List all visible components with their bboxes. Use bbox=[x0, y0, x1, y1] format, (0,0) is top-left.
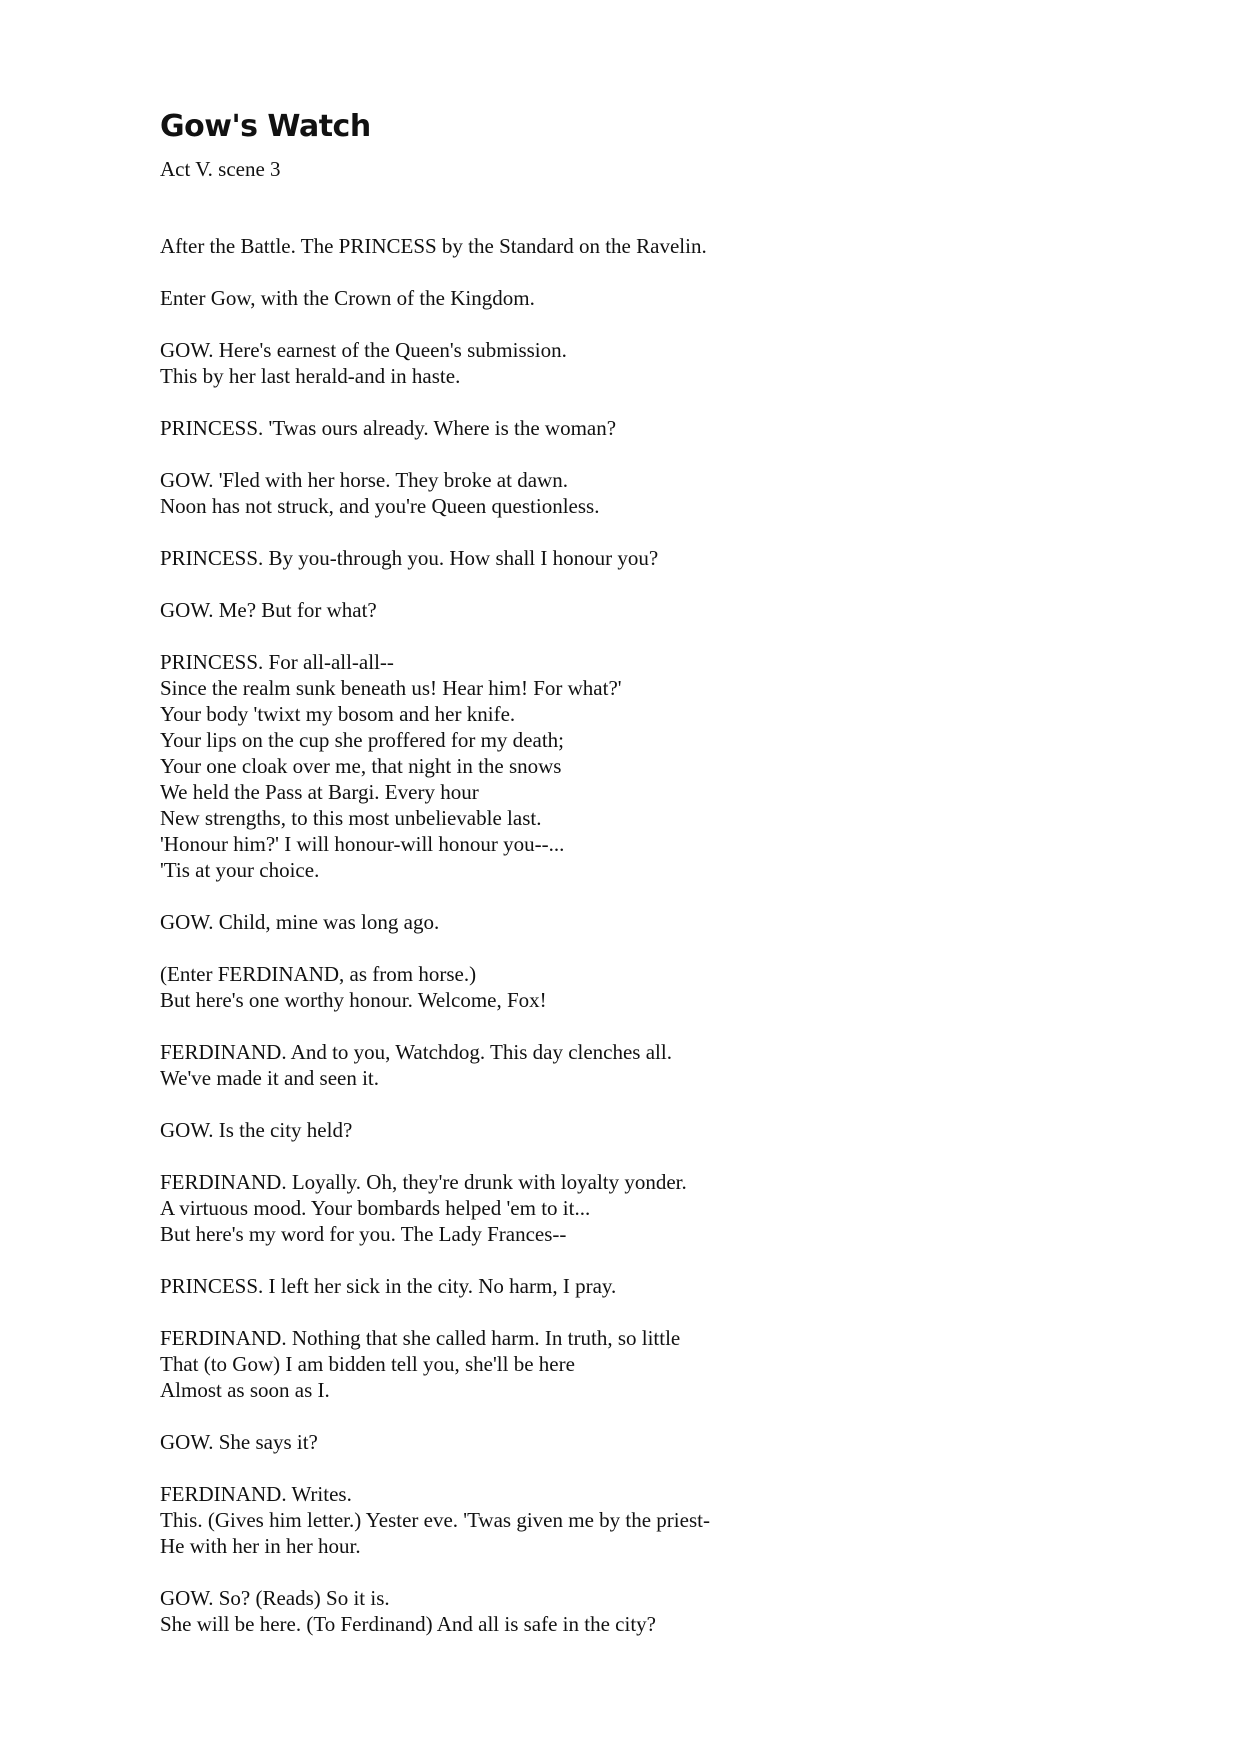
text-line: GOW. Me? But for what? bbox=[160, 598, 377, 622]
paragraph bbox=[160, 545, 1160, 571]
text-line: This. (Gives him letter.) Yester eve. 'Twas given me by the priest- bbox=[160, 1508, 710, 1532]
paragraph bbox=[160, 233, 1160, 259]
paragraph bbox=[160, 961, 1160, 1013]
text-line: Your body 'twixt my bosom and her knife. bbox=[160, 702, 516, 726]
text-line: GOW. Child, mine was long ago. bbox=[160, 910, 440, 934]
text-line: We held the Pass at Bargi. Every hour bbox=[160, 780, 479, 804]
text-line: 'Honour him?' I will honour-will honour you--... bbox=[160, 832, 565, 856]
paragraph bbox=[160, 415, 1160, 441]
paragraph bbox=[160, 1169, 1160, 1247]
text-line: A virtuous mood. Your bombards helped 'em to it... bbox=[160, 1196, 591, 1220]
text-line: 'Tis at your choice. bbox=[160, 858, 320, 882]
scene-subtitle: Act V. scene 3 bbox=[160, 157, 281, 181]
text-line: We've made it and seen it. bbox=[160, 1066, 380, 1090]
page-title: Gow's Watch bbox=[160, 109, 371, 144]
text-line: FERDINAND. Nothing that she called harm. In truth, so little bbox=[160, 1326, 681, 1350]
paragraph bbox=[160, 1039, 1160, 1091]
paragraph bbox=[160, 909, 1160, 935]
text-line: Almost as soon as I. bbox=[160, 1378, 330, 1402]
paragraph bbox=[160, 1117, 1160, 1143]
text-line: New strengths, to this most unbelievable last. bbox=[160, 806, 542, 830]
text-line: Enter Gow, with the Crown of the Kingdom. bbox=[160, 286, 535, 310]
text-line: Your one cloak over me, that night in the snows bbox=[160, 754, 562, 778]
paragraph bbox=[160, 1325, 1160, 1403]
text-line: GOW. Is the city held? bbox=[160, 1118, 353, 1142]
text-line: Noon has not struck, and you're Queen questionless. bbox=[160, 494, 600, 518]
text-line: GOW. So? (Reads) So it is. bbox=[160, 1586, 390, 1610]
text-line: Your lips on the cup she proffered for my death; bbox=[160, 728, 564, 752]
text-line: That (to Gow) I am bidden tell you, she'll be here bbox=[160, 1352, 575, 1376]
text-line: FERDINAND. And to you, Watchdog. This day clenches all. bbox=[160, 1040, 672, 1064]
text-line: GOW. Here's earnest of the Queen's submission. bbox=[160, 338, 567, 362]
text-line: He with her in her hour. bbox=[160, 1534, 361, 1558]
paragraph bbox=[160, 1585, 1160, 1637]
play-text bbox=[160, 233, 1160, 1663]
text-line: FERDINAND. Loyally. Oh, they're drunk with loyalty yonder. bbox=[160, 1170, 687, 1194]
paragraph bbox=[160, 337, 1160, 389]
paragraph bbox=[160, 1273, 1160, 1299]
text-line: Since the realm sunk beneath us! Hear him! For what?' bbox=[160, 676, 622, 700]
text-line: PRINCESS. I left her sick in the city. No harm, I pray. bbox=[160, 1274, 617, 1298]
text-line: GOW. 'Fled with her horse. They broke at dawn. bbox=[160, 468, 568, 492]
paragraph bbox=[160, 285, 1160, 311]
text-line: PRINCESS. 'Twas ours already. Where is the woman? bbox=[160, 416, 617, 440]
text-line: FERDINAND. Writes. bbox=[160, 1482, 352, 1506]
text-line: (Enter FERDINAND, as from horse.) bbox=[160, 962, 477, 986]
text-line: PRINCESS. For all-all-all-- bbox=[160, 650, 394, 674]
text-line: But here's one worthy honour. Welcome, Fox! bbox=[160, 988, 547, 1012]
text-line: After the Battle. The PRINCESS by the Standard on the Ravelin. bbox=[160, 234, 707, 258]
text-line: But here's my word for you. The Lady Frances-- bbox=[160, 1222, 567, 1246]
paragraph bbox=[160, 597, 1160, 623]
paragraph bbox=[160, 1429, 1160, 1455]
paragraph bbox=[160, 467, 1160, 519]
text-line: She will be here. (To Ferdinand) And all is safe in the city? bbox=[160, 1612, 656, 1636]
paragraph bbox=[160, 1481, 1160, 1559]
text-line: PRINCESS. By you-through you. How shall I honour you? bbox=[160, 546, 659, 570]
text-line: GOW. She says it? bbox=[160, 1430, 318, 1454]
text-line: This by her last herald-and in haste. bbox=[160, 364, 461, 388]
paragraph bbox=[160, 649, 1160, 883]
